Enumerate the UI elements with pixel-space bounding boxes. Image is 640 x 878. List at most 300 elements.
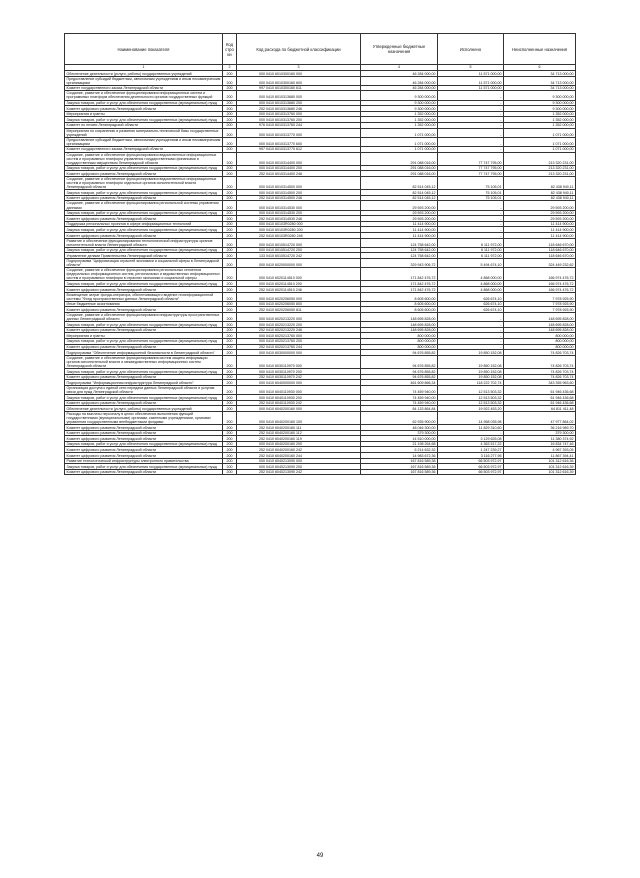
cell-indicator-name: Комитет цифрового развития Ленинградской области xyxy=(65,453,223,459)
cell-line-code: 200 xyxy=(223,287,237,293)
cell-approved: 11 414 900,00 xyxy=(361,221,438,227)
cell-indicator-name: Закупка товаров, работ и услуг для обеспечения государственных (муниципальных) нужд xyxy=(65,338,223,344)
table-row xyxy=(65,238,576,247)
cell-classification-code: 252 0410 6040200160 242 xyxy=(237,447,361,453)
cell-remaining: 16 834 747,46 xyxy=(504,441,576,447)
cell-line-code: 200 xyxy=(223,201,237,210)
cell-line-code: 200 xyxy=(223,91,237,100)
cell-indicator-name: Обеспечение деятельности (услуги, работы) государственных учреждений xyxy=(65,406,223,412)
table-row xyxy=(65,176,576,189)
header-remaining: Неисполненные назначения xyxy=(504,34,576,65)
cell-remaining: 11 867 394,41 xyxy=(504,453,576,459)
cell-executed: 5 494 674,10 xyxy=(438,258,504,267)
cell-line-code: 200 xyxy=(223,106,237,112)
cell-remaining: 166 974 476,72 xyxy=(504,268,576,281)
cell-remaining: 800 000,00 xyxy=(504,338,576,344)
cell-line-code: 200 xyxy=(223,469,237,475)
cell-indicator-name: Закупка товаров, работ и услуг для обеспечения государственных (муниципальных) нужд xyxy=(65,190,223,196)
cell-remaining: 101 312 616,36 xyxy=(504,458,576,464)
cell-remaining: 11 414 900,00 xyxy=(504,233,576,239)
cell-line-code: 200 xyxy=(223,247,237,253)
cell-approved: 1 352 000,00 xyxy=(361,111,438,117)
cell-executed: - xyxy=(438,122,504,128)
column-number: 3 xyxy=(237,65,361,71)
cell-indicator-name: Подпрограмма "Обеспечение информационной безопасности в Ленинградской области" xyxy=(65,350,223,356)
cell-line-code: 200 xyxy=(223,411,237,424)
cell-line-code: 200 xyxy=(223,425,237,431)
table-row xyxy=(65,137,576,146)
cell-line-code: 200 xyxy=(223,195,237,201)
cell-line-code: 200 xyxy=(223,253,237,259)
cell-indicator-name: Комитет цифрового развития Ленинградской области xyxy=(65,195,223,201)
page-number: 49 xyxy=(316,853,324,859)
cell-classification-code: 000 0410 6010314530 000 xyxy=(237,201,361,210)
cell-approved: 46 284 000,00 xyxy=(361,76,438,85)
cell-line-code: 200 xyxy=(223,117,237,123)
cell-line-code: 200 xyxy=(223,380,237,386)
cell-remaining: 61 946 436,68 xyxy=(504,385,576,394)
cell-classification-code: 000 0410 6020213760 000 xyxy=(237,333,361,339)
column-number: 2 xyxy=(223,65,237,71)
cell-remaining: 118 646 670,00 xyxy=(504,253,576,259)
cell-remaining: 36 216 989,70 xyxy=(504,425,576,431)
cell-approved: 9 300 000,00 xyxy=(361,100,438,106)
cell-remaining: 82 438 940,11 xyxy=(504,176,576,189)
cell-classification-code: 000 0410 6020206050 800 xyxy=(237,301,361,307)
cell-classification-code: 252 0410 6040200160 119 xyxy=(237,436,361,442)
cell-line-code: 200 xyxy=(223,406,237,412)
cell-classification-code: 000 0410 60103R0280 200 xyxy=(237,227,361,233)
cell-line-code: 200 xyxy=(223,464,237,470)
cell-classification-code: 000 0410 6040200160 100 xyxy=(237,411,361,424)
cell-indicator-name: Развитие технологической инфраструктуры электронного правительства xyxy=(65,458,223,464)
cell-indicator-name: Комитет цифрового развития Ленинградской области xyxy=(65,307,223,313)
cell-approved: 171 842 476,72 xyxy=(361,287,438,293)
cell-classification-code: 252 0410 6040200160 244 xyxy=(237,453,361,459)
cell-approved: 461 609 866,34 xyxy=(361,380,438,386)
cell-remaining: 34 713 000,00 xyxy=(504,76,576,85)
cell-approved: 82 514 045,12 xyxy=(361,190,438,196)
cell-executed: 19 850 152,08 xyxy=(438,369,504,375)
cell-remaining: 4 967 393,05 xyxy=(504,447,576,453)
table-row xyxy=(65,411,576,424)
cell-indicator-name: Комитет государственного заказа Ленинградской области xyxy=(65,146,223,152)
cell-indicator-name: Подпрограмма "Информационная инфраструктура Ленинградской области" xyxy=(65,380,223,386)
cell-approved: 84 133 864,84 xyxy=(361,406,438,412)
cell-classification-code: 000 0410 6010313770 600 xyxy=(237,137,361,146)
cell-classification-code: 000 0410 6010514720 200 xyxy=(237,247,361,253)
cell-approved: 167 816 589,38 xyxy=(361,458,438,464)
cell-executed: 626 674,10 xyxy=(438,307,504,313)
cell-classification-code: 000 0410 6030110970 000 xyxy=(237,355,361,368)
cell-executed: 6 111 972,00 xyxy=(438,247,504,253)
cell-classification-code: 000 0410 60103R0280 000 xyxy=(237,221,361,227)
cell-remaining: 166 974 476,72 xyxy=(504,287,576,293)
cell-executed: 19 922 453,20 xyxy=(438,406,504,412)
cell-indicator-name: Создание, развитие и обеспечение функционирования информационных систем и программных платформ обеспечения деятельности органов государственных функций xyxy=(65,91,223,100)
cell-line-code: 200 xyxy=(223,338,237,344)
cell-classification-code: 000 0410 6010300160 600 xyxy=(237,76,361,85)
cell-approved: 94 676 855,82 xyxy=(361,374,438,380)
cell-approved: 11 414 900,00 xyxy=(361,227,438,233)
cell-remaining: 118 646 670,00 xyxy=(504,238,576,247)
cell-classification-code: 000 0410 6020213220 000 xyxy=(237,313,361,322)
cell-executed: - xyxy=(438,128,504,137)
cell-approved: 14 983 672,36 xyxy=(361,453,438,459)
header-line-code: Код стро ки xyxy=(223,34,237,65)
cell-remaining: 1 071 000,00 xyxy=(504,128,576,137)
cell-approved: 46 284 000,00 xyxy=(361,85,438,91)
cell-approved: 8 605 600,00 xyxy=(361,307,438,313)
cell-executed: 11 571 000,00 xyxy=(438,71,504,77)
table-row xyxy=(65,128,576,137)
cell-indicator-name: Комитет цифрового развития Ленинградской области xyxy=(65,425,223,431)
cell-remaining: 800 000,00 xyxy=(504,344,576,350)
table-row xyxy=(65,268,576,281)
cell-line-code: 200 xyxy=(223,122,237,128)
cell-classification-code: 252 0410 6030110970 242 xyxy=(237,374,361,380)
cell-classification-code: 252 0410 6020114510 246 xyxy=(237,287,361,293)
cell-indicator-name: Управление делами Правительства Ленинградской области xyxy=(65,253,223,259)
cell-approved: 9 300 000,00 xyxy=(361,91,438,100)
cell-indicator-name: Организация доступа к единой сети передачи данных Ленинградской области и услугам связи для нужд Ленинградской области xyxy=(65,385,223,394)
cell-executed: - xyxy=(438,106,504,112)
cell-remaining: 1 352 000,00 xyxy=(504,111,576,117)
cell-indicator-name: Комитет цифрового развития Ленинградской области xyxy=(65,400,223,406)
cell-classification-code: 252 0410 60103R0280 246 xyxy=(237,233,361,239)
cell-indicator-name: Мероприятия и гранты xyxy=(65,333,223,339)
cell-approved: 148 695 828,00 xyxy=(361,322,438,328)
cell-approved: 291 088 016,00 xyxy=(361,152,438,165)
cell-indicator-name: Закупка товаров, работ и услуг для обеспечения государственных (муниципальных) нужд xyxy=(65,322,223,328)
cell-line-code: 200 xyxy=(223,385,237,394)
cell-classification-code: 997 0410 6010300160 611 xyxy=(237,85,361,91)
cell-classification-code: 252 0410 6040200160 111 xyxy=(237,425,361,431)
cell-classification-code: 000 0410 6020114510 200 xyxy=(237,281,361,287)
cell-classification-code: 000 0410 6010313760 000 xyxy=(237,111,361,117)
cell-indicator-name: Закупка товаров, работ и услуг для обеспечения государственных (муниципальных) нужд xyxy=(65,464,223,470)
cell-classification-code: 000 0410 6010300160 000 xyxy=(237,71,361,77)
cell-executed: - xyxy=(438,137,504,146)
cell-approved: 148 695 828,00 xyxy=(361,313,438,322)
cell-indicator-name: Закупка товаров, работ и услуг для обеспечения государственных (муниципальных) нужд xyxy=(65,395,223,401)
cell-classification-code: 000 0410 6020213760 200 xyxy=(237,338,361,344)
table-row xyxy=(65,258,576,267)
cell-remaining: 11 414 900,00 xyxy=(504,227,576,233)
cell-approved: 82 514 045,12 xyxy=(361,176,438,189)
cell-approved: 167 816 589,36 xyxy=(361,469,438,475)
cell-approved: 800 000,00 xyxy=(361,338,438,344)
cell-remaining: 74 826 703,74 xyxy=(504,350,576,356)
cell-approved: 1 071 000,00 xyxy=(361,137,438,146)
cell-line-code: 200 xyxy=(223,258,237,267)
cell-executed: 4 868 000,00 xyxy=(438,281,504,287)
cell-line-code: 200 xyxy=(223,100,237,106)
cell-executed: - xyxy=(438,91,504,100)
cell-indicator-name: Иные бюджетные ассигнования xyxy=(65,301,223,307)
column-number: 1 xyxy=(65,65,223,71)
cell-line-code: 200 xyxy=(223,137,237,146)
cell-indicator-name: Комитет цифрового развития Ленинградской области xyxy=(65,447,223,453)
cell-line-code: 200 xyxy=(223,216,237,222)
cell-indicator-name: Развитие и обеспечение функционирования технологической инфраструктуры органов исполнительной власти Ленинградской области xyxy=(65,238,223,247)
cell-line-code: 200 xyxy=(223,268,237,281)
cell-approved: 29 593 200,00 xyxy=(361,210,438,216)
cell-indicator-name: Закупка товаров, работ и услуг для обеспечения государственных (муниципальных) нужд xyxy=(65,281,223,287)
cell-approved: 379 300,00 xyxy=(361,430,438,436)
cell-approved: 1 352 000,00 xyxy=(361,122,438,128)
cell-classification-code: 000 0410 6030110970 200 xyxy=(237,369,361,375)
cell-classification-code: 252 0410 6010314530 246 xyxy=(237,216,361,222)
cell-remaining: 61 946 436,68 xyxy=(504,400,576,406)
cell-executed: 14 958 035,98 xyxy=(438,411,504,424)
cell-remaining: 29 593 200,00 xyxy=(504,210,576,216)
cell-remaining: 61 946 436,68 xyxy=(504,395,576,401)
table-row xyxy=(65,469,576,475)
cell-executed: 75 105,01 xyxy=(438,190,504,196)
cell-line-code: 200 xyxy=(223,458,237,464)
cell-executed: 4 868 000,00 xyxy=(438,268,504,281)
cell-executed: 6 111 972,00 xyxy=(438,253,504,259)
cell-line-code: 200 xyxy=(223,441,237,447)
cell-classification-code: 000 0410 6010314400 000 xyxy=(237,152,361,165)
cell-classification-code: 000 0410 6020213220 200 xyxy=(237,322,361,328)
header-executed: Исполнено xyxy=(438,34,504,65)
cell-approved: 82 514 045,12 xyxy=(361,195,438,201)
cell-indicator-name: Предоставление субсидий бюджетным, автономным учреждениям и иным некоммерческим организациям xyxy=(65,137,223,146)
cell-indicator-name: Комитет цифрового развития Ленинградской области xyxy=(65,171,223,177)
cell-remaining: 213 320 231,00 xyxy=(504,152,576,165)
cell-executed: 626 674,10 xyxy=(438,301,504,307)
cell-executed: - xyxy=(438,344,504,350)
cell-classification-code: 252 0410 6010313680 246 xyxy=(237,106,361,112)
cell-line-code: 200 xyxy=(223,85,237,91)
cell-executed: 77 747 795,00 xyxy=(438,165,504,171)
cell-executed: - xyxy=(438,146,504,152)
cell-executed: - xyxy=(438,201,504,210)
cell-executed: 19 850 152,08 xyxy=(438,355,504,368)
cell-executed: - xyxy=(438,117,504,123)
cell-indicator-name: Закупка товаров, работ и услуг для обеспечения государственных (муниципальных) нужд xyxy=(65,369,223,375)
report-sheet xyxy=(64,33,575,475)
cell-executed: 3 116 277,95 xyxy=(438,453,504,459)
cell-indicator-name: Возмещение затрат фонда-оператора, обеспечивающего ведение геоинформационной системы "Фонд пространственных данных Ленинградской области" xyxy=(65,292,223,301)
cell-remaining: 213 320 231,00 xyxy=(504,171,576,177)
cell-executed: - xyxy=(438,327,504,333)
table-row xyxy=(65,152,576,165)
cell-remaining: 101 312 616,39 xyxy=(504,469,576,475)
cell-executed: 11 571 000,00 xyxy=(438,76,504,85)
cell-remaining: 148 695 828,00 xyxy=(504,322,576,328)
cell-line-code: 200 xyxy=(223,350,237,356)
cell-approved: 1 352 000,00 xyxy=(361,117,438,123)
cell-remaining: 1 352 000,00 xyxy=(504,117,576,123)
cell-approved: 94 676 855,82 xyxy=(361,350,438,356)
cell-line-code: 200 xyxy=(223,395,237,401)
table-row xyxy=(65,76,576,85)
budget-execution-table xyxy=(64,33,576,475)
cell-indicator-name: Закупка товаров, работ и услуг для обеспечения государственных (муниципальных) нужд xyxy=(65,100,223,106)
cell-executed: - xyxy=(438,227,504,233)
cell-approved: 62 935 900,00 xyxy=(361,411,438,424)
column-number: 5 xyxy=(438,65,504,71)
cell-line-code: 200 xyxy=(223,233,237,239)
column-number: 6 xyxy=(504,65,576,71)
cell-executed: 19 850 152,08 xyxy=(438,374,504,380)
cell-executed: 12 513 503,32 xyxy=(438,400,504,406)
cell-indicator-name: Мероприятия по сохранению и развитию материально-технической базы государственных учреждений xyxy=(65,128,223,137)
cell-executed: - xyxy=(438,221,504,227)
cell-line-code: 200 xyxy=(223,146,237,152)
cell-remaining: 101 312 616,39 xyxy=(504,464,576,470)
cell-classification-code: 000 0410 6040213090 200 xyxy=(237,464,361,470)
cell-approved: 74 459 940,00 xyxy=(361,400,438,406)
cell-line-code: 200 xyxy=(223,447,237,453)
cell-executed: 1 247 239,27 xyxy=(438,447,504,453)
cell-approved: 800 000,00 xyxy=(361,333,438,339)
cell-executed: 66 503 972,97 xyxy=(438,464,504,470)
cell-approved: 74 459 940,00 xyxy=(361,395,438,401)
cell-remaining: 82 438 940,11 xyxy=(504,195,576,201)
cell-approved: 14 510 000,00 xyxy=(361,436,438,442)
cell-remaining: 7 978 925,90 xyxy=(504,301,576,307)
cell-line-code: 200 xyxy=(223,281,237,287)
cell-indicator-name: Комитет цифрового развития Ленинградской области xyxy=(65,430,223,436)
cell-remaining: 29 593 200,00 xyxy=(504,201,576,210)
cell-approved: 9 300 000,00 xyxy=(361,106,438,112)
cell-remaining: 11 380 374,92 xyxy=(504,436,576,442)
cell-remaining: 34 713 000,00 xyxy=(504,85,576,91)
table-header-row xyxy=(65,34,576,65)
cell-approved: 29 593 200,00 xyxy=(361,201,438,210)
cell-remaining: 29 593 200,00 xyxy=(504,216,576,222)
cell-indicator-name: Закупка товаров, работ и услуг для обеспечения государственных (муниципальных) нужд xyxy=(65,117,223,123)
cell-indicator-name: Комитет цифрового развития Ленинградской области xyxy=(65,216,223,222)
cell-indicator-name: Комитет цифрового развития Ленинградской области xyxy=(65,106,223,112)
cell-classification-code: 000 0410 6010514720 000 xyxy=(237,238,361,247)
cell-executed: - xyxy=(438,210,504,216)
cell-remaining: 74 826 703,74 xyxy=(504,369,576,375)
cell-executed: 19 850 152,08 xyxy=(438,350,504,356)
cell-line-code: 200 xyxy=(223,171,237,177)
cell-indicator-name: Подпрограмма "Цифровизация отраслей экономики и социальной сферы в Ленинградской области" xyxy=(65,258,223,267)
cell-line-code: 200 xyxy=(223,453,237,459)
cell-indicator-name: Закупка товаров, работ и услуг для обеспечения государственных (муниципальных) нужд xyxy=(65,210,223,216)
cell-executed: - xyxy=(438,233,504,239)
cell-remaining: 11 414 900,00 xyxy=(504,221,576,227)
cell-remaining: 9 300 000,00 xyxy=(504,91,576,100)
cell-classification-code: 000 0410 6020206050 000 xyxy=(237,292,361,301)
cell-indicator-name: Мероприятия и гранты xyxy=(65,111,223,117)
cell-indicator-name: Комитет цифрового развития Ленинградской области xyxy=(65,436,223,442)
cell-executed: - xyxy=(438,100,504,106)
cell-indicator-name: Создание, развитие и обеспечение функционирования ведомственных информационных систем и программных платформ управления государственными финансами и государственным имуществом Ленинградской области xyxy=(65,152,223,165)
cell-indicator-name: Расходы на выплаты персоналу в целях обеспечения выполнения функций государственными (муниципальными) органами, казенными учреждениями, органами управления государственными внебюджетными фондами xyxy=(65,411,223,424)
cell-classification-code: 000 0410 6010314400 200 xyxy=(237,165,361,171)
cell-executed: - xyxy=(438,338,504,344)
table-row xyxy=(65,313,576,322)
cell-classification-code: 000 0410 6040110930 200 xyxy=(237,395,361,401)
cell-approved: 171 842 476,72 xyxy=(361,281,438,287)
cell-line-code: 200 xyxy=(223,210,237,216)
cell-classification-code: 252 0410 6020206050 811 xyxy=(237,307,361,313)
table-row xyxy=(65,91,576,100)
cell-approved: 74 459 940,00 xyxy=(361,385,438,394)
cell-classification-code: 000 0410 6010313760 200 xyxy=(237,117,361,123)
cell-remaining: 379 300,00 xyxy=(504,430,576,436)
cell-classification-code: 000 0410 6010313680 000 xyxy=(237,91,361,100)
cell-line-code: 200 xyxy=(223,111,237,117)
cell-classification-code: 000 0410 6030000000 000 xyxy=(237,350,361,356)
cell-indicator-name: Комитет цифрового развития Ленинградской области xyxy=(65,287,223,293)
cell-line-code: 200 xyxy=(223,307,237,313)
cell-classification-code: 000 0410 6040110930 000 xyxy=(237,385,361,394)
cell-executed: 4 363 517,22 xyxy=(438,441,504,447)
cell-remaining: 213 320 231,00 xyxy=(504,165,576,171)
cell-remaining: 34 713 000,00 xyxy=(504,71,576,77)
cell-executed: - xyxy=(438,111,504,117)
column-number: 4 xyxy=(361,65,438,71)
cell-approved: 48 046 300,00 xyxy=(361,425,438,431)
cell-line-code: 200 xyxy=(223,322,237,328)
cell-approved: 291 088 016,00 xyxy=(361,171,438,177)
cell-approved: 11 414 900,00 xyxy=(361,233,438,239)
cell-approved: 94 676 855,82 xyxy=(361,355,438,368)
cell-classification-code: 252 0410 6020213760 244 xyxy=(237,344,361,350)
cell-indicator-name: Комитет цифрового развития Ленинградской области xyxy=(65,233,223,239)
cell-line-code: 200 xyxy=(223,313,237,322)
cell-executed: - xyxy=(438,322,504,328)
cell-executed: 6 111 972,00 xyxy=(438,238,504,247)
cell-approved: 8 605 600,00 xyxy=(361,292,438,301)
table-row xyxy=(65,385,576,394)
header-approved: Утвержденные бюджетные назначения xyxy=(361,34,438,65)
cell-indicator-name: Комитет цифрового развития Ленинградской области xyxy=(65,327,223,333)
cell-line-code: 200 xyxy=(223,76,237,85)
cell-indicator-name: Обеспечение деятельности (услуги, работы) государственных учреждений xyxy=(65,71,223,77)
cell-executed: 75 105,01 xyxy=(438,195,504,201)
cell-remaining: 1 071 000,00 xyxy=(504,146,576,152)
header-classification-code: Код расхода по бюджетной классификации xyxy=(237,34,361,65)
cell-remaining: 1 071 000,00 xyxy=(504,137,576,146)
cell-classification-code: 252 0410 6010314500 246 xyxy=(237,195,361,201)
cell-classification-code: 133 0410 6010514720 242 xyxy=(237,253,361,259)
cell-classification-code: 000 0410 6010313680 200 xyxy=(237,100,361,106)
cell-remaining: 82 438 940,11 xyxy=(504,190,576,196)
cell-approved: 1 071 000,00 xyxy=(361,128,438,137)
cell-remaining: 9 300 000,00 xyxy=(504,100,576,106)
cell-indicator-name: Создание, развитие и обеспечение функционирования инфраструктуры пространственных данных Ленинградской области xyxy=(65,313,223,322)
cell-indicator-name: Комитет государственного заказа Ленинградской области xyxy=(65,85,223,91)
cell-classification-code: 997 0410 6010313770 612 xyxy=(237,146,361,152)
cell-line-code: 200 xyxy=(223,71,237,77)
cell-remaining: 7 978 925,90 xyxy=(504,307,576,313)
cell-line-code: 200 xyxy=(223,221,237,227)
cell-approved: 124 758 642,00 xyxy=(361,247,438,253)
cell-classification-code: 252 0410 6040110930 242 xyxy=(237,400,361,406)
cell-classification-code: 000 0410 6040200160 000 xyxy=(237,406,361,412)
cell-indicator-name: Создание, развитие и обеспечение функционирования региональной системы управления данными xyxy=(65,201,223,210)
cell-line-code: 200 xyxy=(223,355,237,368)
cell-remaining: 7 978 925,90 xyxy=(504,292,576,301)
cell-executed: 77 747 795,00 xyxy=(438,152,504,165)
cell-indicator-name: Комитет по печати Ленинградской области xyxy=(65,122,223,128)
cell-line-code: 200 xyxy=(223,128,237,137)
cell-remaining: 148 695 828,00 xyxy=(504,327,576,333)
cell-indicator-name: Закупка товаров, работ и услуг для обеспечения государственных (муниципальных) нужд xyxy=(65,227,223,233)
cell-executed: - xyxy=(438,216,504,222)
cell-executed: 3 129 625,08 xyxy=(438,436,504,442)
